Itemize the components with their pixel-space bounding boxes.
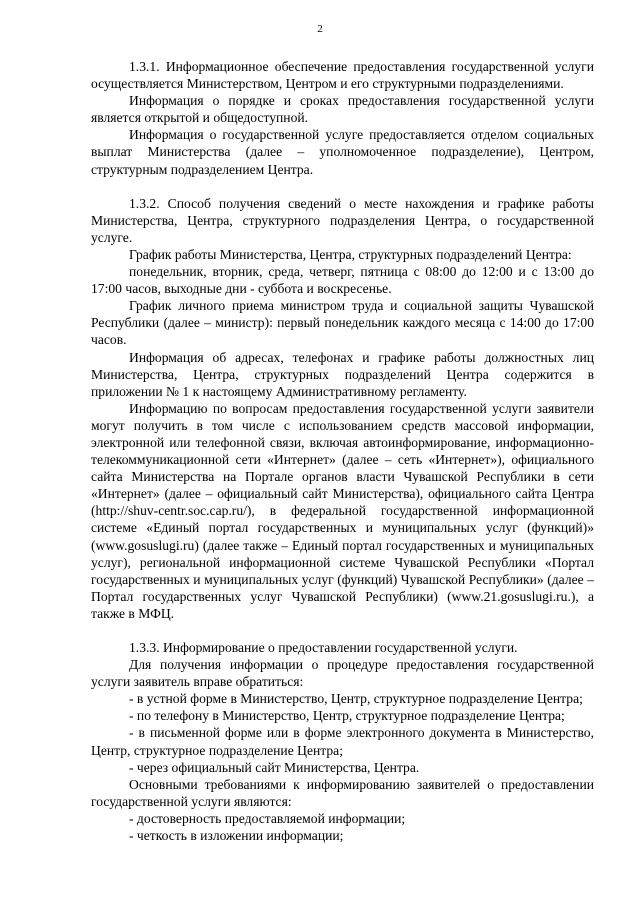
document-body <box>91 58 594 844</box>
section-1-3-1 <box>91 58 594 178</box>
paragraph: 1.3.2. Способ получения сведений о месте нахождения и графике работы Министерства, Центра, структурного подразделения Центра, о государственной услуге. <box>91 195 594 245</box>
list-item: - через официальный сайт Министерства, Центра. <box>129 759 420 775</box>
paragraph: График личного приема министром труда и социальной защиты Чувашской Республики (далее – министр): первый понедельник каждого месяца с 14:00 до 17:00 часов. <box>91 298 594 348</box>
paragraph: 1.3.3. Информирование о предоставлении государственной услуги. <box>129 640 518 655</box>
paragraph: Информация о порядке и сроках предоставления государственной услуги является открытой и общедоступной. <box>91 93 594 126</box>
list-item: - в письменной форме или в форме электронного документа в Министерство, Центр, структурное подразделение Центра; <box>91 725 594 758</box>
section-1-3-3 <box>91 639 594 844</box>
list-item: - четкость в изложении информации; <box>129 828 344 844</box>
paragraph: Информацию по вопросам предоставления государственной услуги заявители могут получить в том числе с использованием средств массовой информации, электронной или телефонной связи, включая автоинформирование, информационно-телекоммуникационной сети «Интернет» (далее – сеть «Интернет»), официального сайта Министерства на Портале органов власти Чувашской Республики в сети «Интернет» (далее – официальный сайт Министерства), официального сайта Центра (http://shuv-centr.soc.cap.ru/), в федеральной государственной информационной системе «Единый портал государственных и муниципальных услуг (функций)» (www.gosuslugi.ru) (далее также – Единый портал государственных и муниципальных услуг), региональной информационной системе Чувашской Республики «Портал государственных и муниципальных услуг (функций) Чувашской Республики» (далее – Портал государственных услуг Чувашской Республики) (www.21.gosuslugi.ru.), а также в МФЦ. <box>91 400 594 621</box>
list-item: - по телефону в Министерство, Центр, структурное подразделение Центра; <box>129 708 565 724</box>
paragraph: Информация о государственной услуге предоставляется отделом социальных выплат Министерства (далее – уполномоченное подразделение), Центром, структурным подразделением Центра. <box>91 127 594 177</box>
paragraph: 1.3.1. Информационное обеспечение предоставления государственной услуги осуществляется Министерством, Центром и его структурными подразделениями. <box>91 59 594 92</box>
paragraph: График работы Министерства, Центра, структурных подразделений Центра: <box>129 246 572 262</box>
list-item: - достоверность предоставляемой информации; <box>129 810 406 826</box>
paragraph: понедельник, вторник, среда, четверг, пятница с 08:00 до 12:00 и с 13:00 до 17:00 часов, выходные дни - суббота и воскресенье. <box>91 264 594 297</box>
list-item: - в устной форме в Министерство, Центр, структурное подразделение Центра; <box>129 691 583 707</box>
paragraph: Для получения информации о процедуре предоставления государственной услуги заявитель вправе обратиться: <box>91 657 594 690</box>
paragraph: Информация об адресах, телефонах и графике работы должностных лиц Министерства, Центра, структурных подразделений Центра содержится в приложении № 1 к настоящему Административному регламенту. <box>91 349 594 399</box>
page-number: 2 <box>317 23 323 35</box>
section-1-3-2 <box>91 195 594 622</box>
paragraph: Основными требованиями к информированию заявителей о предоставлении государственной услуги являются: <box>91 776 594 809</box>
